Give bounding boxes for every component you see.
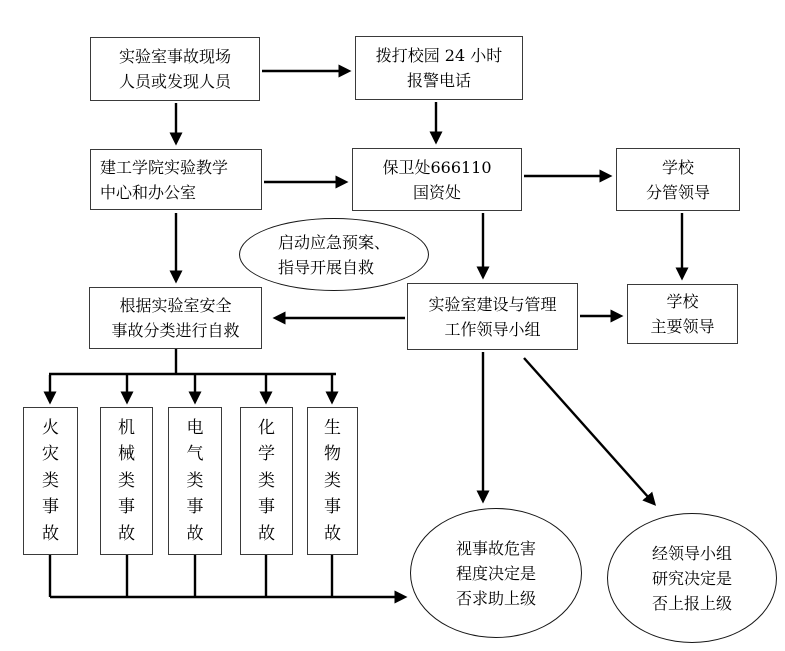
- node-school-deputy-leader: [616, 148, 740, 211]
- node-text-line: 主要领导: [650, 317, 715, 336]
- node-campus-call: [355, 36, 523, 100]
- node-text-line: 事故分类进行自救: [111, 321, 240, 340]
- ellipse-text: [652, 541, 732, 616]
- node-text-line: 否上报上级: [651, 593, 732, 613]
- node-text-line: 实验室建设与管理: [428, 294, 557, 314]
- node-text-line: 学校: [666, 292, 699, 311]
- node-text-line: 否求助上级: [455, 588, 536, 608]
- node-text-vertical: 机械类事故: [118, 417, 135, 544]
- node-text-line: 分管领导: [645, 182, 710, 202]
- ellipse-text: [278, 230, 390, 280]
- node-accident-electrical: [168, 407, 222, 555]
- node-text-line: 国资处: [412, 182, 461, 202]
- node-accident-biological: [307, 407, 358, 555]
- node-text-line: 实验室事故现场: [118, 47, 231, 66]
- node-text-line: 拨打校园 24 小时: [375, 46, 503, 65]
- node-text-line: 学校: [661, 157, 694, 177]
- node-text-line: 保卫处666110: [382, 157, 492, 177]
- node-text-line: 经领导小组: [651, 543, 732, 563]
- node-text-vertical: 火灾类事故: [42, 417, 59, 544]
- node-college-center: [90, 149, 262, 210]
- node-emergency-plan-note: [239, 218, 429, 291]
- node-text-line: 程度决定是: [455, 563, 536, 583]
- node-assess-hazard: [410, 508, 582, 638]
- node-text-vertical: 生物类事故: [324, 417, 341, 544]
- node-leading-group: [407, 283, 578, 350]
- node-text-line: 中心和办公室: [100, 182, 197, 202]
- node-text-line: 启动应急预案、: [277, 232, 390, 252]
- node-group-decision: [607, 513, 777, 643]
- node-text-vertical: 电气类事故: [186, 417, 204, 544]
- node-security-office: [352, 148, 522, 211]
- node-text-line: 建工学院实验教学: [100, 157, 229, 177]
- ellipse-text: [456, 536, 536, 611]
- node-accident-mechanical: [100, 407, 153, 555]
- node-text-line: 指导开展自救: [277, 257, 374, 277]
- node-text-line: 根据实验室安全: [119, 296, 232, 315]
- arrow-group-to-decision: [524, 358, 649, 498]
- node-text-line: 工作领导小组: [444, 319, 541, 339]
- node-text-line: 人员或发现人员: [118, 72, 231, 91]
- node-text-line: 视事故危害: [455, 538, 536, 558]
- node-scene-personnel: [90, 37, 260, 101]
- node-text-line: 研究决定是: [651, 568, 732, 588]
- node-accident-chemical: [240, 407, 293, 555]
- node-text-vertical: 化学类事故: [258, 417, 275, 544]
- node-self-rescue: [89, 287, 262, 349]
- node-school-main-leader: [627, 284, 738, 344]
- node-accident-fire: [23, 407, 78, 555]
- node-text-line: 报警电话: [406, 71, 471, 90]
